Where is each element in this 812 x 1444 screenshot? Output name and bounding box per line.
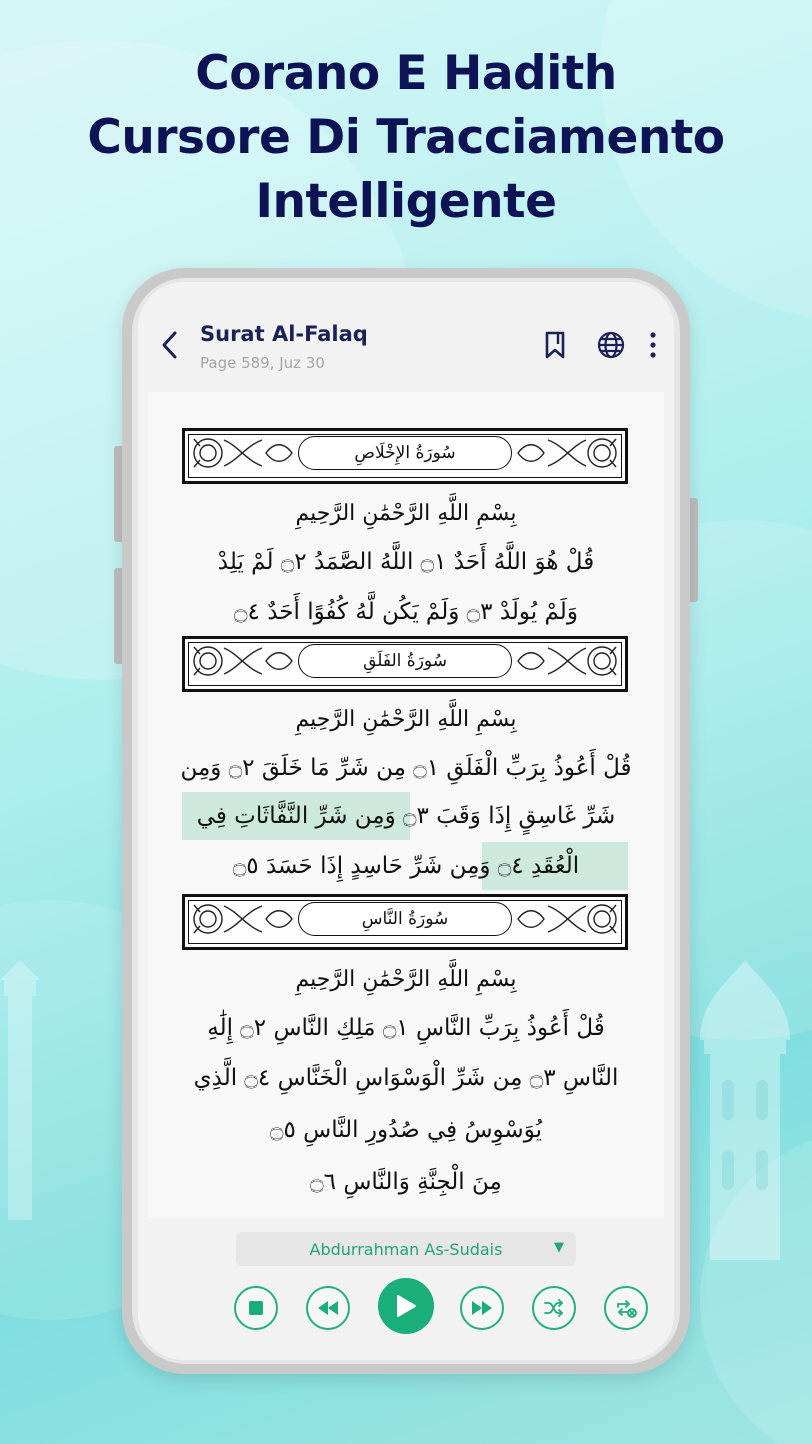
dropdown-arrow-icon: ▼ [554,1240,564,1255]
shuffle-icon [544,1299,564,1317]
bookmark-icon [543,330,567,360]
globe-icon [596,330,626,360]
page-subtitle: Page 589, Juz 30 [200,354,325,372]
app-header [138,282,674,390]
surah-name: سُورَةُ النَّاسِ [298,902,512,936]
ayah-line[interactable]: مِنَ الْجِنَّةِ وَالنَّاسِ ۝٦ [310,1169,502,1195]
arabesque-ornament-icon [188,642,296,680]
surah-name: سُورَةُ الفَلَقِ [298,644,512,678]
play-icon [395,1294,417,1318]
audio-player [138,1222,674,1360]
arabesque-ornament-icon [188,900,296,938]
fast-forward-button[interactable] [460,1286,504,1330]
surah-banner [182,636,628,692]
repeat-off-button[interactable] [604,1286,648,1330]
language-button[interactable] [594,328,628,362]
basmala: بِسْمِ اللَّهِ الرَّحْمَٰنِ الرَّحِيمِ [295,501,517,526]
surah-name: سُورَةُ الإِخْلَاصِ [298,436,512,470]
back-chevron-icon [160,330,178,360]
surah-banner [182,894,628,950]
ayah-line[interactable]: قُلْ أَعُوذُ بِرَبِّ النَّاسِ ۝١ مَلِكِ النَّاسِ ۝٢ إِلَٰهِ [207,1015,605,1041]
ayah-line[interactable]: وَلَمْ يُولَدْ ۝٣ وَلَمْ يَكُن لَّهُ كُفُوًا أَحَدٌ ۝٤ [234,599,578,625]
surah-banner [182,428,628,484]
rewind-button[interactable] [306,1286,350,1330]
stop-icon [248,1300,264,1316]
fast-forward-icon [471,1300,493,1316]
arabesque-ornament-icon [514,900,622,938]
headline-line-1: Corano E Hadith [195,46,617,101]
more-vertical-icon [649,332,657,358]
repeat-off-icon [615,1298,637,1318]
page-title: Surat Al-Falaq [200,322,368,346]
ayah-line[interactable]: النَّاسِ ۝٣ مِن شَرِّ الْوَسْوَاسِ الْخَنَّاسِ ۝٤ الَّذِي [193,1065,619,1091]
reciter-name: Abdurrahman As-Sudais [309,1239,503,1259]
play-button[interactable] [378,1278,434,1334]
app-screen [138,282,674,1360]
ayah-line[interactable]: يُوَسْوِسُ فِي صُدُورِ النَّاسِ ۝٥ [269,1117,542,1143]
shuffle-button[interactable] [532,1286,576,1330]
mosque-silhouette-icon [690,960,800,1260]
headline [0,42,812,234]
stop-button[interactable] [234,1286,278,1330]
arabesque-ornament-icon [514,642,622,680]
basmala: بِسْمِ اللَّهِ الرَّحْمَٰنِ الرَّحِيمِ [295,967,517,992]
headline-line-3: Intelligente [255,174,557,229]
arabesque-ornament-icon [514,434,622,472]
arabesque-ornament-icon [188,434,296,472]
reciter-select[interactable] [236,1232,576,1266]
mushaf-page [148,392,664,1218]
more-options-button[interactable] [638,328,668,362]
basmala: بِسْمِ اللَّهِ الرَّحْمَٰنِ الرَّحِيمِ [295,707,517,732]
ayah-line[interactable]: قُلْ أَعُوذُ بِرَبِّ الْفَلَقِ ۝١ مِن شَرِّ مَا خَلَقَ ۝٢ وَمِن [180,755,632,781]
headline-line-2: Cursore Di Tracciamento [87,110,725,165]
ayah-line[interactable]: قُلْ هُوَ اللَّهُ أَحَدٌ ۝١ اللَّهُ الصَّمَدُ ۝٢ لَمْ يَلِدْ [217,549,595,575]
ayah-line[interactable]: شَرِّ غَاسِقٍ إِذَا وَقَبَ ۝٣ وَمِن شَرِّ النَّفَّاثَاتِ فِي [196,803,616,829]
ayah-line[interactable]: الْعُقَدِ ۝٤ وَمِن شَرِّ حَاسِدٍ إِذَا حَسَدَ ۝٥ [232,853,580,879]
minaret-silhouette-icon [0,960,60,1220]
rewind-icon [317,1300,339,1316]
bookmark-button[interactable] [538,328,572,362]
back-button[interactable] [154,326,184,364]
